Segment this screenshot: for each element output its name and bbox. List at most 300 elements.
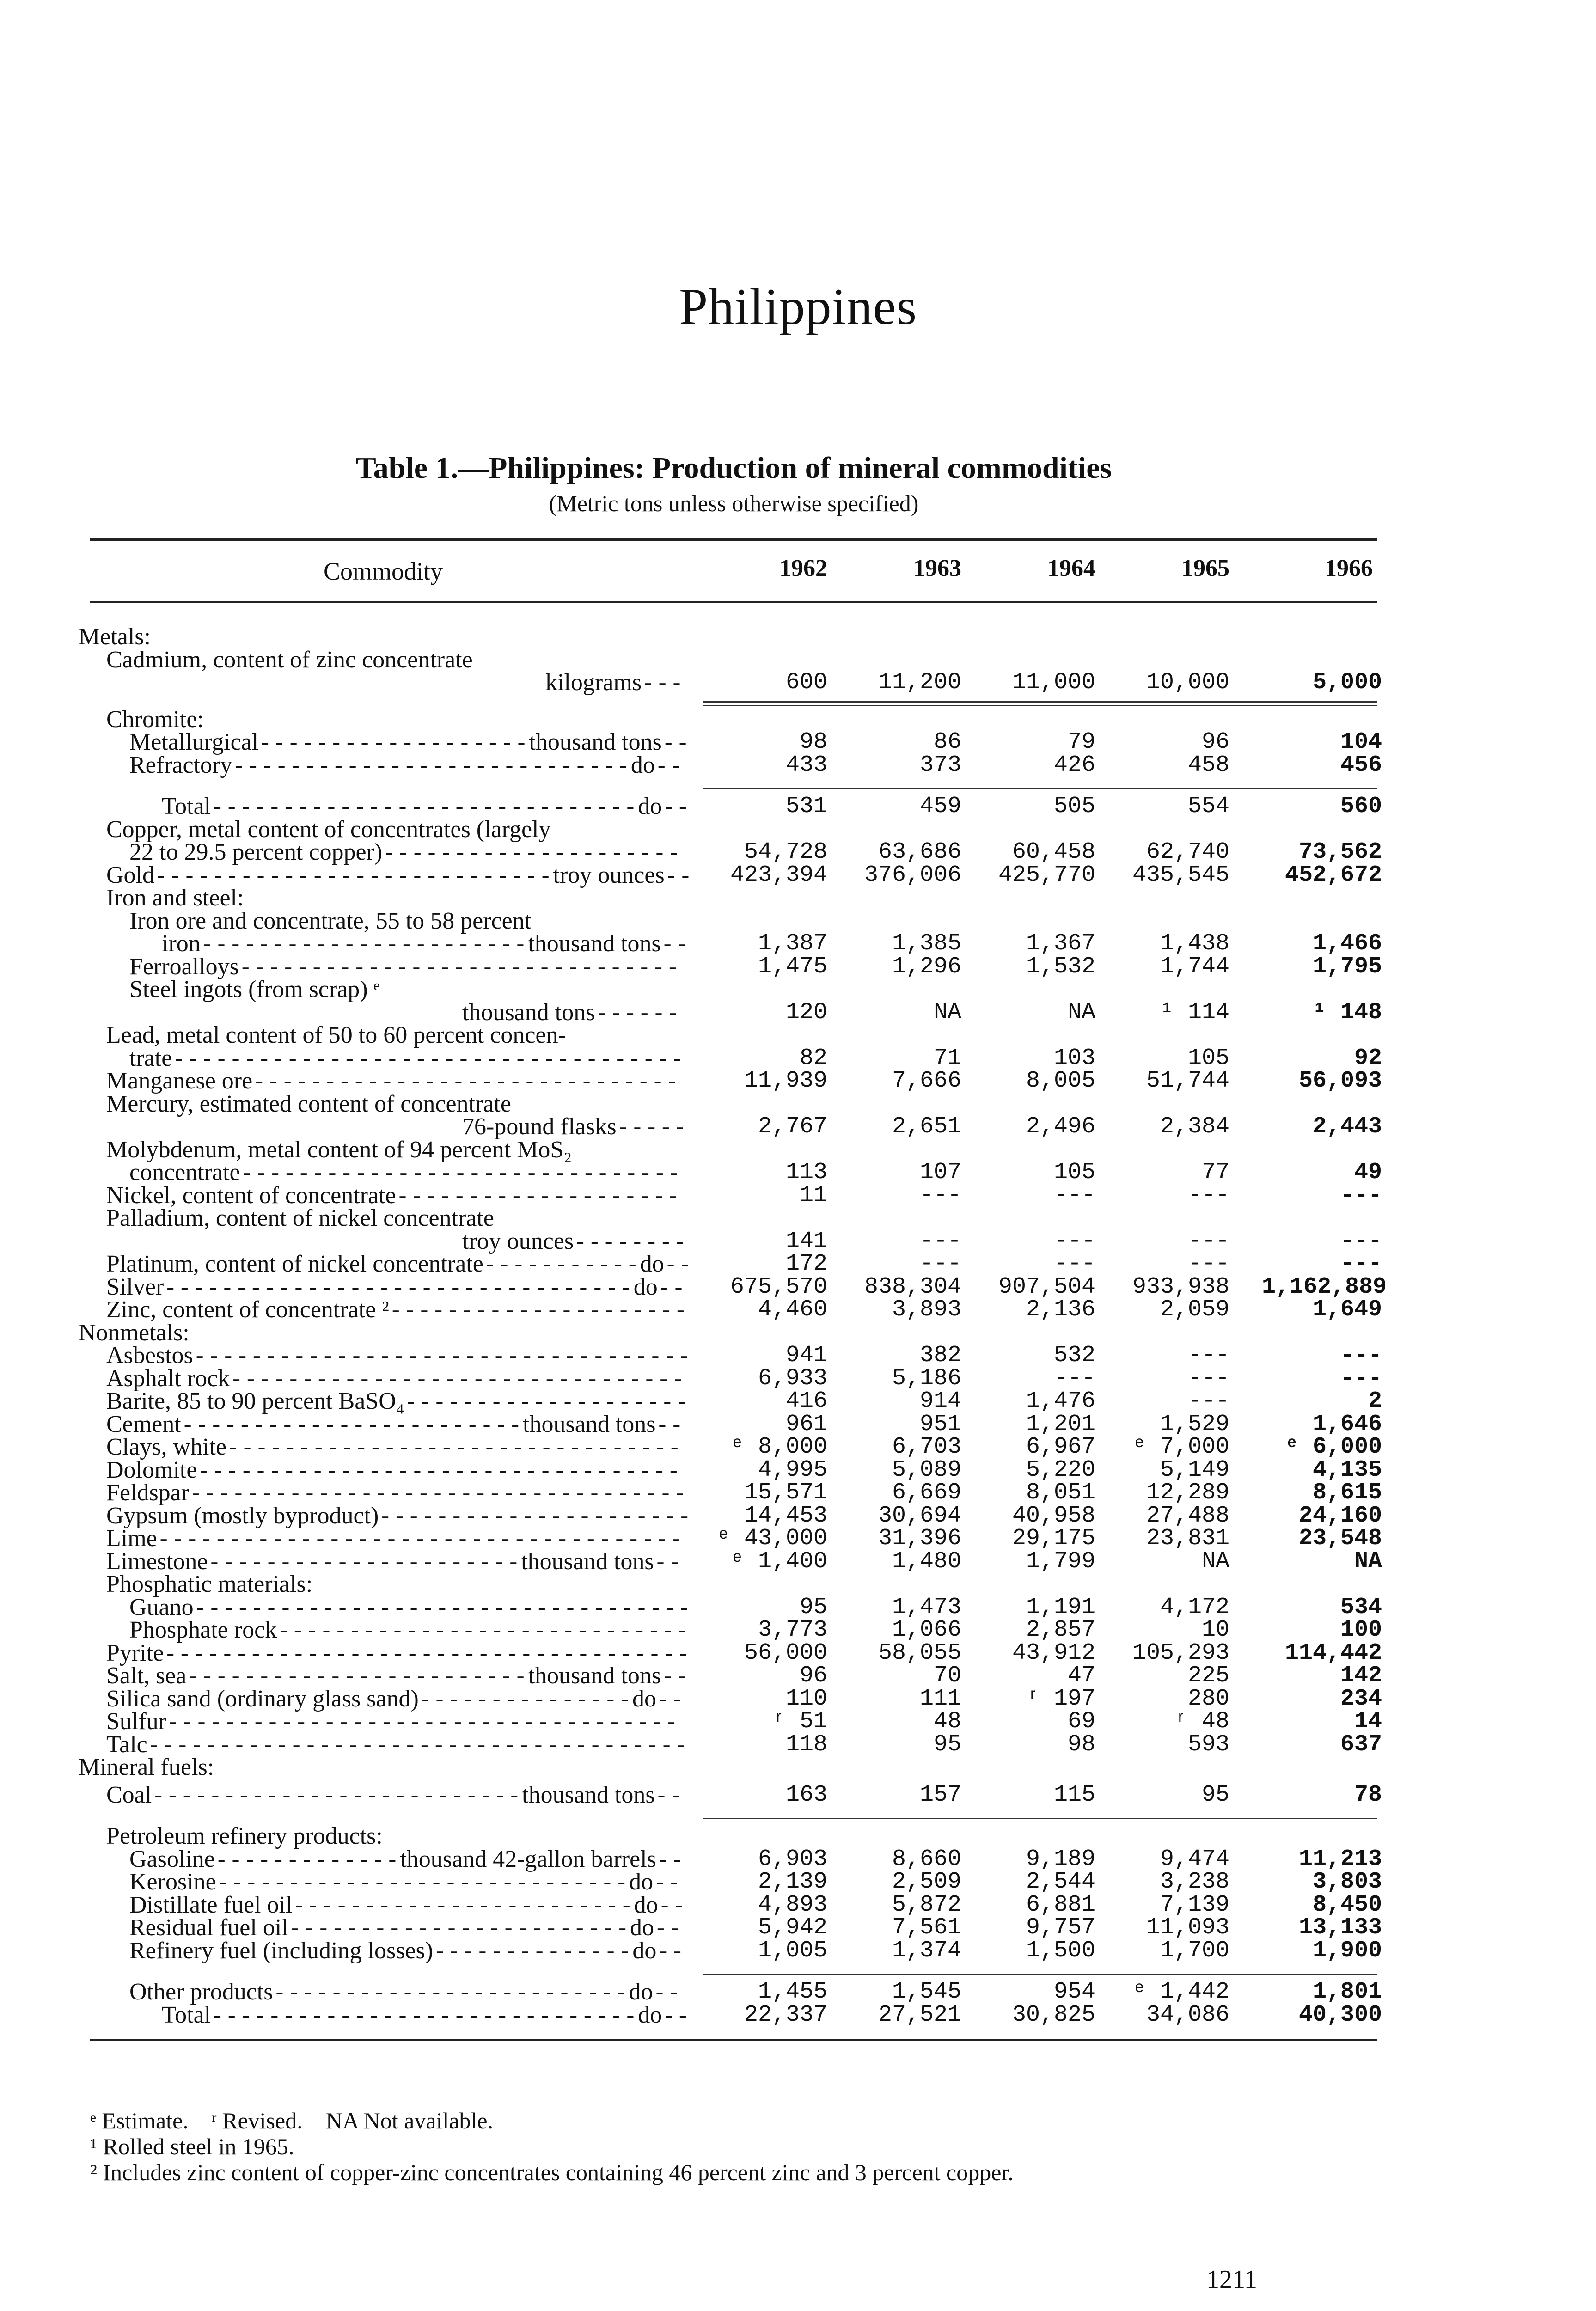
value-cell: 2,651 [892,1113,961,1140]
value-cell: 110 [785,1685,827,1712]
value-cell: 961 [785,1411,827,1437]
value-cell: 907,504 [998,1273,1095,1300]
row-unit: do [640,1251,664,1277]
leader-dots: ---------------------------------- [197,1459,681,1485]
value-cell: --- [919,1228,961,1254]
row-label-text: Zinc, content of concentrate ² [106,1296,389,1323]
row-label-text: Distillate fuel oil [129,1891,293,1918]
value-cell: 95 [1201,1781,1229,1808]
value-cell: 60,458 [1012,839,1095,865]
value-cell: 1,387 [758,930,827,957]
value-cell: 10 [1201,1617,1229,1643]
value-cell: 71 [933,1045,961,1071]
value-cell: 51,744 [1146,1068,1229,1094]
value-cell: --- [1187,1365,1229,1392]
leader-dots: -- [653,1981,682,2006]
leader-dots: ----------------------------- [216,1871,630,1896]
subtotal-rule [703,1974,1377,1975]
row-label-text: Ferroalloys [129,953,239,980]
value-cell: 23,831 [1146,1525,1229,1552]
value-cell: 1,367 [1026,930,1095,957]
value-cell: 96 [1201,729,1229,755]
value-cell: 954 [1053,1979,1095,2005]
row-label [106,647,473,673]
value-cell: 9,474 [1160,1846,1229,1872]
value-cell: 1,801 [1312,1979,1382,2005]
value-cell: NA [933,999,961,1026]
value-cell: 14 [1354,1708,1382,1735]
value-cell: 7,666 [892,1068,961,1094]
value-cell: 1,455 [758,1979,827,2005]
value-cell: 4,460 [758,1296,827,1323]
value-cell: 6,967 [1026,1434,1095,1460]
row-label-text: Pyrite [106,1639,164,1666]
row-unit: do [632,1937,657,1964]
row-label [106,1091,511,1117]
value-cell: 554 [1187,793,1229,819]
row-label-text: Mineral fuels: [79,1754,214,1780]
leader-dots: ------ [595,1002,681,1027]
value-cell: 1,473 [892,1594,961,1620]
value-cell: --- [1053,1228,1095,1254]
row-label-text: Refinery fuel (including losses) [129,1937,434,1964]
value-cell: 2,136 [1026,1296,1095,1323]
leader-dots: ---------------------------- [154,864,553,890]
row-label [79,1320,190,1345]
row-label-text: Dolomite [106,1456,197,1483]
value-cell: 1,545 [892,1979,961,2005]
value-cell: 435,545 [1132,862,1229,888]
row-label-text: Petroleum refinery products: [106,1823,383,1849]
value-cell: 8,005 [1026,1068,1095,1094]
row-label-text: Cadmium, content of zinc concentrate [106,646,473,673]
leader-dots: -------------------------------- [230,1368,685,1393]
table-row [0,1229,1596,1254]
table-row [0,977,1596,1002]
row-label-text: Limestone [106,1548,208,1575]
value-cell: 34,086 [1146,2001,1229,2028]
value-cell: 49 [1354,1159,1382,1186]
table-row [0,1686,1596,1712]
value-cell: 6,903 [758,1846,827,1872]
row-label-text: iron [162,930,201,957]
value-cell: 637 [1340,1731,1382,1758]
row-unit: do [630,752,655,778]
value-cell: 838,304 [864,1273,961,1300]
value-cell: --- [1187,1388,1229,1414]
table-row [0,885,1596,911]
value-cell: 1,646 [1312,1411,1382,1437]
table-row [0,1640,1596,1666]
leader-dots: --------------------------------- [164,1276,634,1302]
value-cell: 113 [785,1159,827,1186]
value-cell: 40,958 [1012,1502,1095,1529]
row-label-text: Other products [129,1979,273,2005]
value-cell: 95 [933,1731,961,1758]
value-cell: 104 [1340,729,1382,755]
value-cell: 1,438 [1160,930,1229,957]
leader-dots: -- [662,2004,691,2030]
footnote: ¹ Rolled steel in 1965. [90,2134,294,2159]
table-row [0,1892,1596,1918]
value-cell: 79 [1067,729,1095,755]
leader-dots: -------------------- [404,1391,689,1416]
value-cell: 5,149 [1160,1456,1229,1483]
value-cell: 8,660 [892,1846,961,1872]
value-cell: 92 [1354,1045,1382,1071]
table-row [0,839,1596,865]
value-cell: 1,799 [1026,1548,1095,1575]
leader-dots: -- [661,732,691,757]
row-unit: do [633,1273,658,1300]
value-cell: ᵉ 6,000 [1284,1434,1382,1460]
page-number: 1211 [1206,2265,1257,2294]
table-subtitle: (Metric tons unless otherwise specified) [549,490,919,516]
value-cell: 30,694 [878,1502,961,1529]
value-cell: NA [1201,1548,1229,1575]
row-label [545,670,684,697]
table-row [0,908,1596,934]
row-label [129,977,380,1002]
row-label-text: Residual fuel oil [129,1914,288,1941]
table-row [0,1503,1596,1528]
leader-dots: ------------------- [258,732,529,757]
leader-dots: --------------- [418,1688,632,1713]
table-row [0,1045,1596,1071]
leader-dots: --- [641,672,685,697]
table-row [0,1979,1596,2005]
value-cell: 951 [919,1411,961,1437]
row-unit: do [638,2001,662,2028]
value-cell: 1,475 [758,953,827,980]
leader-dots: ------------------------ [292,1894,634,1920]
value-cell: 933,938 [1132,1273,1229,1300]
row-unit: thousand tons [523,1411,656,1437]
value-cell: 459 [919,793,961,819]
row-unit: do [638,793,662,819]
leader-dots: ----------------------- [200,933,528,958]
table-row [0,1782,1596,1808]
leader-dots: -------------------- [396,1185,681,1210]
value-cell: 172 [785,1251,827,1277]
value-cell: 73,562 [1298,839,1382,865]
row-label [106,707,204,732]
value-cell: 78 [1354,1781,1382,1808]
value-cell: 2 [1368,1388,1382,1414]
value-cell: 11,213 [1298,1846,1382,1872]
leader-dots: ------------------------------------- [164,1642,691,1668]
value-cell: 48 [933,1708,961,1735]
column-header-1966: 1966 [1325,555,1373,581]
value-cell: 115 [1053,1781,1095,1808]
row-label-text: Feldspar [106,1480,190,1506]
row-label-text: kilograms [545,669,642,696]
table-row [0,1137,1596,1162]
row-label-text: Gasoline [129,1846,215,1872]
column-header-1964: 1964 [1047,555,1095,581]
row-label-text: Metals: [79,624,151,650]
row-label-text: Mercury, estimated content of concentrate [106,1090,511,1117]
value-cell: 141 [785,1228,827,1254]
leader-dots: ---------------------- [208,1551,521,1576]
page-title: Philippines [679,278,917,336]
leader-dots: -- [653,1871,682,1896]
table-row [0,1205,1596,1231]
value-cell: 2,443 [1312,1113,1382,1140]
value-cell: 1,900 [1312,1937,1382,1964]
value-cell: 456 [1340,752,1382,778]
leader-dots: ----------------------------------- [193,1345,691,1370]
row-unit: do [632,1685,656,1712]
subtotal-rule [703,788,1377,789]
value-cell: 8,615 [1312,1480,1382,1506]
value-cell: 27,488 [1146,1502,1229,1529]
table-row [0,1732,1596,1757]
value-cell: 593 [1187,1731,1229,1758]
value-cell: ʳ 48 [1174,1708,1229,1735]
table-row [0,862,1596,888]
value-cell: 2,139 [758,1869,827,1895]
row-label [162,2002,691,2030]
value-cell: ᵉ 8,000 [730,1434,827,1460]
leader-dots: -- [654,754,684,780]
leader-dots: -- [655,1413,685,1439]
value-cell: 24,160 [1298,1502,1382,1529]
value-cell: 63,686 [878,839,961,865]
value-cell: 2,857 [1026,1617,1095,1643]
value-cell: 43,912 [1012,1639,1095,1666]
table-row [0,1320,1596,1345]
leader-dots: -------------------------- [152,1784,522,1810]
table-row [0,1457,1596,1483]
leader-dots: -- [664,1253,693,1278]
value-cell: 234 [1340,1685,1382,1712]
value-cell: --- [919,1251,961,1277]
row-label-text: Silver [106,1273,164,1300]
value-cell: 1,374 [892,1937,961,1964]
value-cell: 2,509 [892,1869,961,1895]
value-cell: 1,795 [1312,953,1382,980]
value-cell: 2,496 [1026,1113,1095,1140]
table-row [0,1869,1596,1895]
value-cell: 82 [799,1045,827,1071]
row-label-text: thousand tons [462,999,595,1026]
value-cell: 11,939 [744,1068,827,1094]
table-row [0,1755,1596,1780]
table-row [0,1526,1596,1551]
table-row [0,1549,1596,1574]
table-row [0,1480,1596,1505]
table-row [0,1595,1596,1620]
value-cell: 941 [785,1342,827,1369]
value-cell: 31,396 [878,1525,961,1552]
value-cell: 15,571 [744,1480,827,1506]
value-cell: --- [1340,1251,1382,1277]
leader-dots: ------------------------------------ [172,1047,685,1073]
row-label [129,752,683,780]
row-label [106,1137,572,1162]
row-label-text: Nonmetals: [79,1319,190,1346]
value-cell: 118 [785,1731,827,1758]
leader-dots: -- [654,1917,683,1942]
leader-dots: ------------------------ [288,1917,630,1942]
table-row [0,729,1596,755]
table-row [0,1823,1596,1849]
value-cell: 11,093 [1146,1914,1229,1941]
row-label-text: Platinum, content of nickel concentrate [106,1251,483,1277]
value-cell: 4,893 [758,1891,827,1918]
row-label-text: Talc [106,1731,147,1758]
row-label [106,1022,566,1048]
row-label [106,1571,312,1597]
value-cell: --- [1187,1228,1229,1254]
table-row [0,707,1596,732]
table-row [0,1091,1596,1117]
value-cell: ¹ 148 [1312,999,1382,1026]
table-row [0,931,1596,956]
value-cell: --- [1053,1365,1095,1392]
table-row [0,1160,1596,1185]
value-cell: 914 [919,1388,961,1414]
value-cell: 70 [933,1663,961,1689]
leader-dots: ------------------------------- [238,956,680,981]
value-cell: 5,089 [892,1456,961,1483]
value-cell: ᵉ 1,442 [1132,1979,1229,2005]
value-cell: --- [1053,1182,1095,1209]
value-cell: 120 [785,999,827,1026]
table-row [0,1709,1596,1734]
row-label [106,817,550,842]
row-label-text: Total [162,2001,211,2028]
row-label [129,1938,685,1966]
value-cell: 8,450 [1312,1891,1382,1918]
row-label-text: Steel ingots (from scrap) ᵉ [129,976,380,1003]
value-cell: --- [1340,1365,1382,1392]
value-cell: 105 [1053,1159,1095,1186]
value-cell: ¹ 114 [1160,999,1229,1026]
leader-dots: ----------------------------------- [189,1482,688,1507]
row-label-text: Iron and steel: [106,885,244,911]
value-cell: 1,005 [758,1937,827,1964]
table-row [0,1938,1596,1963]
value-cell: 105 [1187,1045,1229,1071]
value-cell: 56,093 [1298,1068,1382,1094]
table-row [0,1366,1596,1391]
value-cell: --- [1187,1342,1229,1369]
value-cell: 111 [919,1685,961,1712]
table-row [0,794,1596,819]
value-cell: 27,521 [878,2001,961,2028]
row-label-text: Sulfur [106,1708,166,1735]
value-cell: 2,767 [758,1113,827,1140]
row-label-text: 76-pound flasks [462,1113,617,1140]
leader-dots: -------- [574,1230,688,1256]
value-cell: 13,133 [1298,1914,1382,1941]
value-cell: 373 [919,752,961,778]
table-row [0,2002,1596,2028]
leader-dots: -- [656,1940,685,1965]
value-cell: 11,200 [878,669,961,696]
row-label-text: Lead, metal content of 50 to 60 percent concen- [106,1022,566,1048]
row-label-text: Salt, sea [106,1663,187,1689]
leader-dots: ------------------------------------- [157,1528,684,1553]
leader-dots: ----- [616,1116,688,1141]
row-label-text: concentrate [129,1159,240,1186]
value-cell: 458 [1187,752,1229,778]
value-cell: 416 [785,1388,827,1414]
value-cell: 54,728 [744,839,827,865]
value-cell: 98 [799,729,827,755]
value-cell: 600 [785,669,827,696]
value-cell: 1,476 [1026,1388,1095,1414]
value-cell: 98 [1067,1731,1095,1758]
value-cell: 1,191 [1026,1594,1095,1620]
row-label-text: Chromite: [106,706,204,733]
table-row [0,1068,1596,1094]
value-cell: 1,529 [1160,1411,1229,1437]
leader-dots: ---------------------- [379,1505,692,1530]
table-row [0,1183,1596,1208]
row-label [129,908,531,934]
subtotal-rule [703,705,1377,706]
leader-dots: -- [654,1784,684,1810]
row-label-text: Asphalt rock [106,1365,230,1392]
table-row [0,1617,1596,1643]
value-cell: 5,220 [1026,1456,1095,1483]
value-cell: 1,744 [1160,953,1229,980]
value-cell: 225 [1187,1663,1229,1689]
value-cell: 2,059 [1160,1296,1229,1323]
leader-dots: -------------------------------------- [147,1734,689,1759]
subtotal-rule [703,1818,1377,1819]
row-label-text: Iron ore and concentrate, 55 to 58 percent [129,907,532,934]
leader-dots: ----------- [483,1253,640,1278]
table-row [0,1114,1596,1139]
value-cell: 531 [785,793,827,819]
row-label-text: Gypsum (mostly byproduct) [106,1502,379,1529]
value-cell: 96 [799,1663,827,1689]
table-title: Table 1.—Philippines: Production of mineral commodities [355,451,1112,485]
row-label-text: Manganese ore [106,1068,253,1094]
row-label [106,1823,383,1849]
value-cell: 22,337 [744,2001,827,2028]
row-unit: thousand tons [529,729,662,755]
leader-dots: ----------------------------- [277,1620,690,1645]
value-cell: 3,893 [892,1296,961,1323]
value-cell: 5,872 [892,1891,961,1918]
value-cell: ᵉ 1,400 [730,1548,827,1575]
value-cell: 376,006 [864,862,961,888]
value-cell: 142 [1340,1663,1382,1689]
value-cell: 62,740 [1146,839,1229,865]
value-cell: 30,825 [1012,2001,1095,2028]
value-cell: 40,300 [1298,2001,1382,2028]
value-cell: 5,000 [1312,669,1382,696]
row-label-text: Cement [106,1411,181,1437]
column-header-1965: 1965 [1181,555,1229,581]
row-unit: thousand 42-gallon barrels [400,1846,656,1872]
footnote: ² Includes zinc content of copper-zinc concentrates containing 46 percent zinc and 3 percent copper. [90,2159,1014,2185]
value-cell: --- [1187,1182,1229,1209]
value-cell: 452,672 [1284,862,1382,888]
row-label-text: Barite, 85 to 90 percent BaSO₄ [106,1388,404,1414]
row-label-text: Phosphate rock [129,1617,277,1643]
value-cell: 1,162,889 [1262,1273,1387,1300]
value-cell: 47 [1067,1663,1095,1689]
value-cell: --- [1340,1228,1382,1254]
row-label [106,885,244,911]
row-label [79,1755,214,1780]
